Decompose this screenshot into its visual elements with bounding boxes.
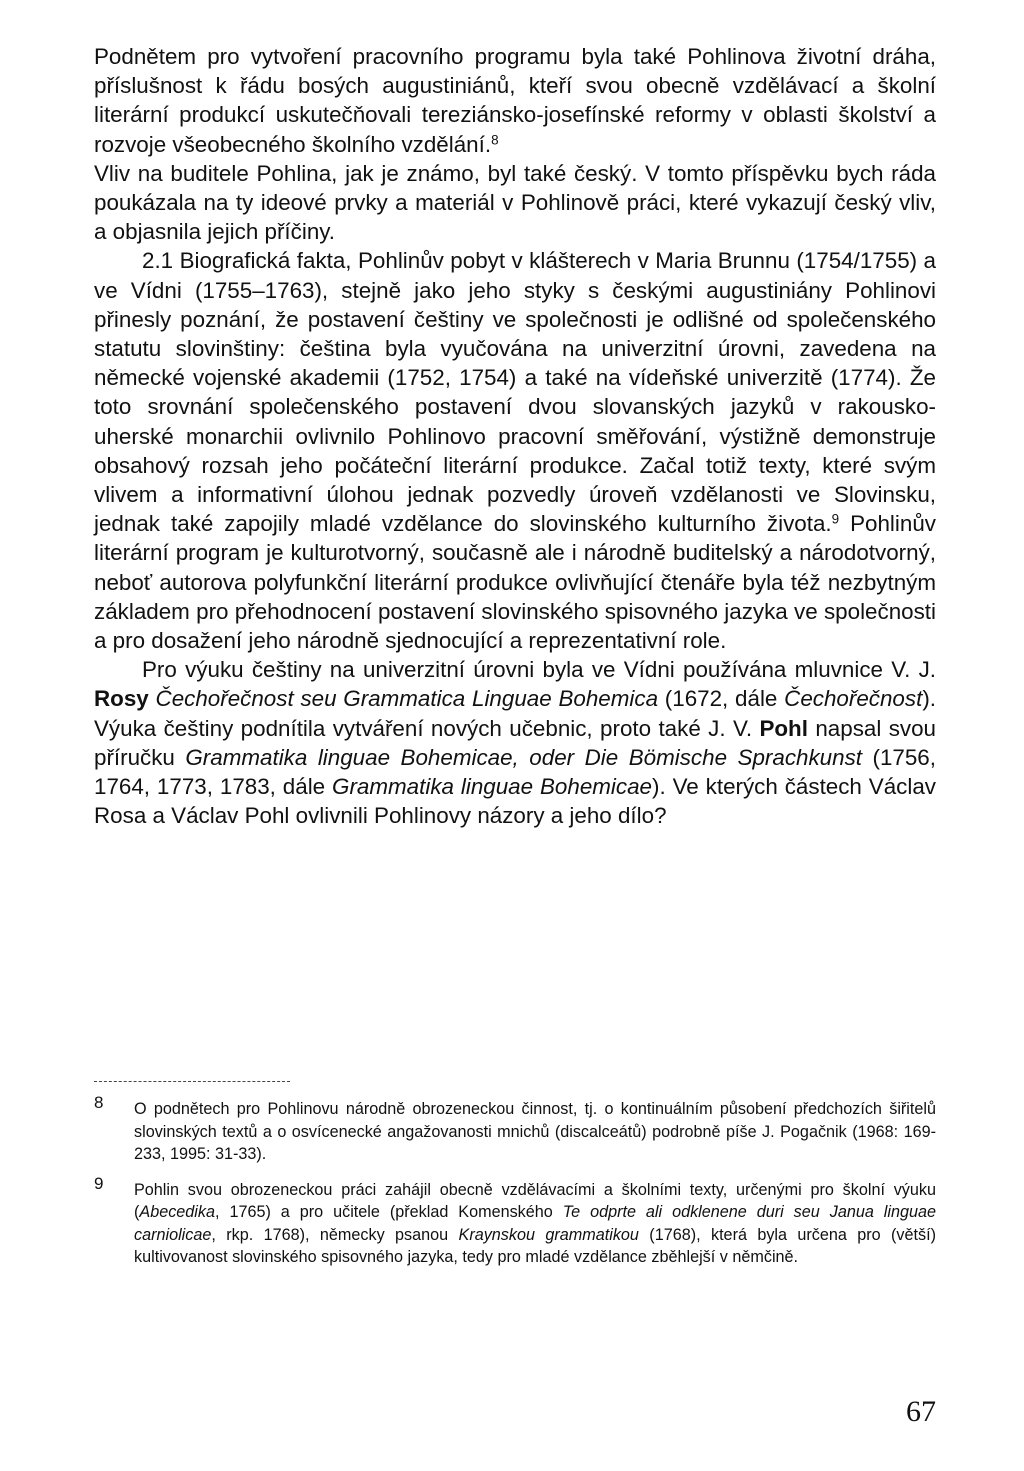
footnote-divider — [94, 1081, 290, 1082]
book-title-1: Čechořečnost seu Grammatica Linguae Bohemica — [155, 686, 659, 712]
footnote-9-title-1: Abecedika — [139, 1203, 215, 1221]
footnote-9-title-3: Kraynskou grammatikou — [458, 1225, 639, 1244]
paragraph-4-text-7: ). Ve kterých částech Václav Rosa a Václav Pohl ovlivnili Pohlinovy názory a jeho dílo? — [94, 774, 936, 829]
paragraph-3-text-b: Pohlinův literární program je kulturotvorný, současně ale i národně buditelský a národotvorný, neboť autorova polyfunkční literární produkce ovlivňující čtenáře byla též nezbytným základem pro přehodnocení postavení slovinského spisovného jazyka ve společnosti a pro dosažení jeho národně sjednocující a reprezentativní role. — [94, 511, 936, 654]
book-title-4: Grammatika linguae Bohemicae — [332, 774, 653, 800]
footnote-9-text-4: (1768), která byla určena pro (větší) kultivovanost slovinského spisovného jazyka, tedy pro mladé vzdělance zběhlejší v němčině. — [134, 1225, 936, 1266]
footnote-text: O podnětech pro Pohlinovu národně obrozeneckou činnost, tj. o kontinuálním působení předchozích šiřitelů slovinských textů a o osvícenecké angažovanosti mnichů (discalceátů) podrobně píše J. Pogačnik (1968: 169-233, 1995: 31-33). — [134, 1100, 936, 1163]
paragraph-3 — [94, 246, 936, 655]
paragraph-4-text-1: Pro výuku češtiny na univerzitní úrovni byla ve Vídni používána mluvnice V. J. — [142, 657, 936, 683]
footnotes — [94, 1093, 936, 1282]
footnote-ref-9: 9 — [831, 511, 840, 527]
footnote-ref-8: 8 — [491, 132, 499, 148]
book-title-2: Čechořečnost — [784, 686, 923, 712]
page-number: 67 — [906, 1395, 936, 1428]
paragraph-2-text: Vliv na buditele Pohlina, jak je známo, byl také český. V tomto příspěvku bych ráda poukázala na ty ideové prvky a materiál v Pohlinově práci, které vykazují český vliv, a objasnila jejich příčiny. — [94, 160, 936, 245]
paragraph-2 — [94, 159, 936, 247]
paragraph-4-text-4: ). Výuka češtiny podnítila vytváření nových učebnic, proto také J. V. — [94, 686, 936, 741]
footnote-9-text-3: , rkp. 1768), německy psanou — [211, 1225, 459, 1244]
paragraph-1-text: Podnětem pro vytvoření pracovního programu byla také Pohlinova životní dráha, příslušnost k řádu bosých augustiniánů, kteří svou obecně vzdělávací a školní literární produkcí uskutečňovali tereziánsko-josefínské reformy v oblasti školství a rozvoje všeobecného školního vzdělání. — [94, 44, 936, 157]
paragraph-3-text-a: 2.1 Biografická fakta, Pohlinův pobyt v klášterech v Maria Brunnu (1754/1755) a ve Vídni (1755–1763), stejně jako jeho styky s českými augustiniány Pohlinovi přinesly poznání, že postavení češtiny ve společnosti je odlišné od společenského statutu slovinštiny: čeština byla vyučována na univerzitní úrovni, zavedena na německé vojenské akademii (1752, 1754) a také na vídeňské univerzitě (1774). Že toto srovnání společenského postavení dvou slovanských jazyků v rakousko-uherské monarchii ovlivnilo Pohlinovo pracovní směřování, výstižně demonstruje obsahový rozsah jeho počáteční literární produkce. Začal totiž texty, které svým vlivem a informativní úlohou jednak pozvedly úroveň vzdělanosti ve Slovinsku, jednak také zapojily mladé vzdělance do slovinského kulturního života. — [94, 248, 936, 537]
footnote-9-text-2: , 1765) a pro učitele (překlad Komenského — [215, 1203, 563, 1221]
paragraph-4 — [94, 655, 936, 830]
paragraph-4-text-5: napsal svou příručku — [94, 715, 936, 770]
paragraph-4-text-2 — [149, 686, 156, 711]
paragraph-1 — [94, 42, 936, 159]
book-title-3: Grammatika linguae Bohemicae, oder Die Bömische Sprachkunst — [185, 744, 862, 770]
footnote-9-text-1: Pohlin svou obrozeneckou práci zahájil obecně vzdělávacími a školními texty, určenými pro školní výuku ( — [134, 1180, 936, 1221]
footnote-text — [134, 1179, 936, 1269]
footnote-number: 9 — [94, 1173, 104, 1193]
footnote-number: 8 — [94, 1093, 104, 1112]
author-name-pohl: Pohl — [759, 715, 808, 741]
footnote-9-title-2: Te odprte ali odklenene duri seu Janua linguae carniolicae — [134, 1203, 936, 1244]
paragraph-4-text-6: (1756, 1764, 1773, 1783, dále — [94, 744, 936, 800]
footnote-8 — [94, 1093, 936, 1166]
author-name-rosa: Rosy — [94, 686, 149, 712]
footnote-9 — [94, 1173, 936, 1269]
paragraph-4-text-3: (1672, dále — [658, 686, 785, 712]
body-text — [94, 42, 936, 830]
